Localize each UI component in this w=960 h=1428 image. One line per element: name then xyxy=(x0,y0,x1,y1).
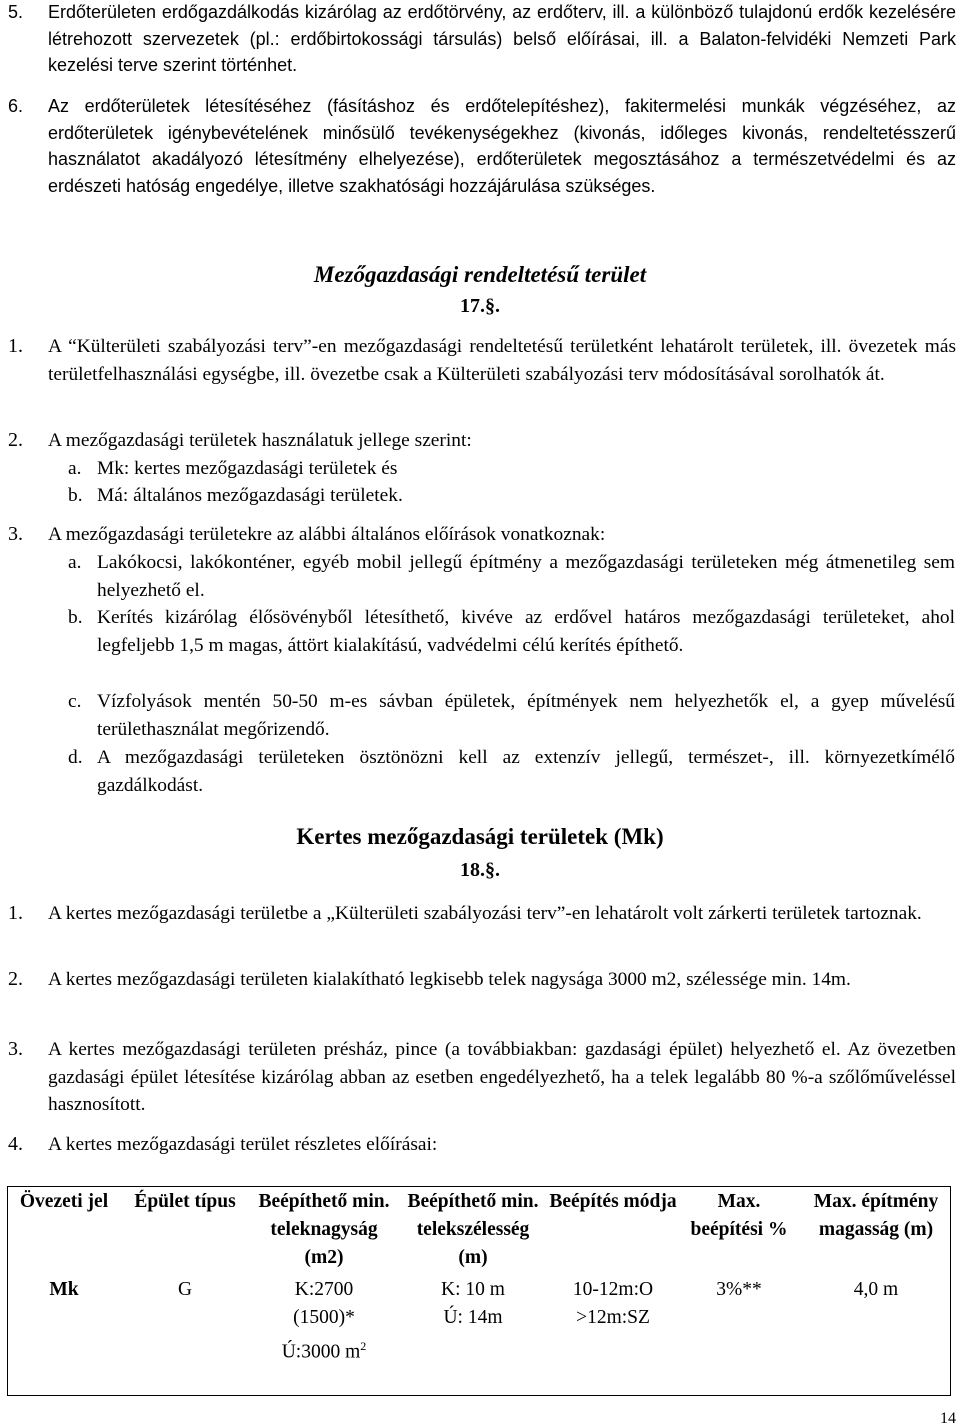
cell-line: (1500)* xyxy=(293,1307,355,1328)
requirements-table xyxy=(7,1186,953,1367)
column-header: Max. beépítési % xyxy=(690,1191,788,1240)
cell-min-width xyxy=(399,1276,547,1367)
column-header: Övezeti jel xyxy=(19,1191,109,1212)
item-text: A kertes mezőgazdasági területen présház, pince (a továbbiakban: gazdasági épület) helyezhető el. Az övezetben gazdasági épület létesítése kizárólag abban az esetben engedélyezhető, ha a telek legalább 80 %-a szőlőműveléssel hasznosított. xyxy=(48,1039,956,1115)
column-header: Beépíthető min. telekszélesség (m) xyxy=(407,1191,539,1268)
item-text: A kertes mezőgazdasági területen kialakítható legkisebb telek nagysága 3000 m2, szélessége min. 14m. xyxy=(48,969,851,990)
sub-item-text: Mk: kertes mezőgazdasági területek és xyxy=(97,458,398,479)
cell-line: 10-12m:O xyxy=(572,1279,654,1300)
cell-line: Ú: 14m xyxy=(443,1307,503,1328)
item-text: A kertes mezőgazdasági terület részletes előírásai: xyxy=(48,1134,438,1155)
item-number: 5. xyxy=(8,2,24,22)
sub-item-text: Lakókocsi, lakókonténer, egyéb mobil jellegű építmény a mezőgazdasági területeken még átmenetileg sem helyezhető el. xyxy=(97,552,955,601)
item-number: 3. xyxy=(8,1038,23,1060)
item-text: Az erdőterületek létesítéséhez (fásításhoz és erdőtelepítéshez), fakitermelési munkák végzéséhez, az erdőterületek igénybevételének minősülő tevékenységekhez (kivonás, időleges kivonás, rendeltetésszerű használatot akadályozó létesítmény elhelyezése), erdőterületek megosztásához a természetvédelmi és az erdészeti hatóság engedélye, illetve szakhatósági hozzájárulása szükséges. xyxy=(48,96,956,197)
item-number: 2. xyxy=(8,429,23,451)
superscript: 2 xyxy=(360,1339,367,1353)
cell-line xyxy=(251,1332,397,1367)
sub-item-letter: d. xyxy=(68,747,83,768)
column-header: Beépíthető min. teleknagyság (m2) xyxy=(258,1191,390,1268)
item-text: A mezőgazdasági területekre az alábbi általános előírások vonatkoznak: xyxy=(48,524,606,545)
item-number: 4. xyxy=(8,1133,23,1155)
cell-max-ratio: 3%** xyxy=(716,1279,762,1300)
cell-building-mode xyxy=(547,1276,679,1367)
sub-item-letter: a. xyxy=(68,458,82,479)
sub-item-text: Má: általános mezőgazdasági területek. xyxy=(97,485,403,506)
column-header: Épület típus xyxy=(134,1191,236,1212)
item-number: 1. xyxy=(8,902,23,924)
table-header-row xyxy=(7,1186,953,1276)
sub-item-letter: a. xyxy=(68,552,82,573)
item-text: A “Külterületi szabályozási terv”-en mezőgazdasági rendeltetésű területként lehatárolt területek, ill. övezetek más területfelhasználási egységbe, ill. övezetbe csak a Külterületi szabályozási terv módosításával sorolhatók át. xyxy=(48,336,956,385)
cell-line: K:2700 xyxy=(294,1279,354,1300)
column-header: Max. építmény magasság (m) xyxy=(813,1191,939,1240)
item-text: A kertes mezőgazdasági területbe a „Külterületi szabályozási terv”-en lehatárolt volt zárkerti területek tartoznak. xyxy=(48,903,922,924)
paragraph-number-18: 18.§. xyxy=(460,859,500,881)
cell-max-height: 4,0 m xyxy=(853,1279,899,1300)
sub-item-text: Kerítés kizárólag élősövényből létesíthető, kivéve az erdővel határos mezőgazdasági területeket, ahol legfeljebb 1,5 m magas, áttört kialakítású, vadvédelmi célú kerítés építhető. xyxy=(97,607,955,656)
cell-min-area xyxy=(249,1276,399,1367)
sub-item-letter: b. xyxy=(68,485,83,506)
section-heading-agricultural: Mezőgazdasági rendeltetésű terület xyxy=(313,262,647,287)
sub-item-text: A mezőgazdasági területeken ösztönözni kell az extenzív jellegű, természet-, ill. környezetkímélő gazdálkodást. xyxy=(97,747,955,796)
sub-item-text: Vízfolyások mentén 50-50 m-es sávban épületek, építmények nem helyezhetők el, a gyep művelésű területhasználat megőrizendő. xyxy=(97,691,955,740)
item-number: 3. xyxy=(8,523,23,545)
item-text: A mezőgazdasági területek használatuk jellege szerint: xyxy=(48,430,472,451)
cell-zone: Mk xyxy=(49,1279,79,1300)
column-header: Beépítés módja xyxy=(549,1191,677,1212)
item-number: 1. xyxy=(8,335,23,357)
cell-line: K: 10 m xyxy=(441,1279,505,1300)
sub-item-letter: b. xyxy=(68,607,83,628)
cell-line-text: Ú:3000 m xyxy=(281,1341,361,1363)
table-row xyxy=(7,1276,953,1367)
cell-building-type: G xyxy=(177,1279,193,1300)
page-number: 14 xyxy=(940,1410,956,1427)
sub-item-letter: c. xyxy=(68,691,82,712)
section-heading-garden: Kertes mezőgazdasági területek (Mk) xyxy=(296,824,664,849)
item-number: 2. xyxy=(8,968,23,990)
item-number: 6. xyxy=(8,96,24,116)
item-text: Erdőterületen erdőgazdálkodás kizárólag az erdőtörvény, az erdőterv, ill. a különböző tulajdonú erdők kezelésére létrehozott szervezetek (pl.: erdőbirtokossági társulás) belső előírásai, ill. a Balaton-felvidéki Nemzeti Park kezelési terve szerint történhet. xyxy=(48,2,956,76)
paragraph-number-17: 17.§. xyxy=(460,295,500,317)
cell-line: >12m:SZ xyxy=(576,1307,650,1328)
